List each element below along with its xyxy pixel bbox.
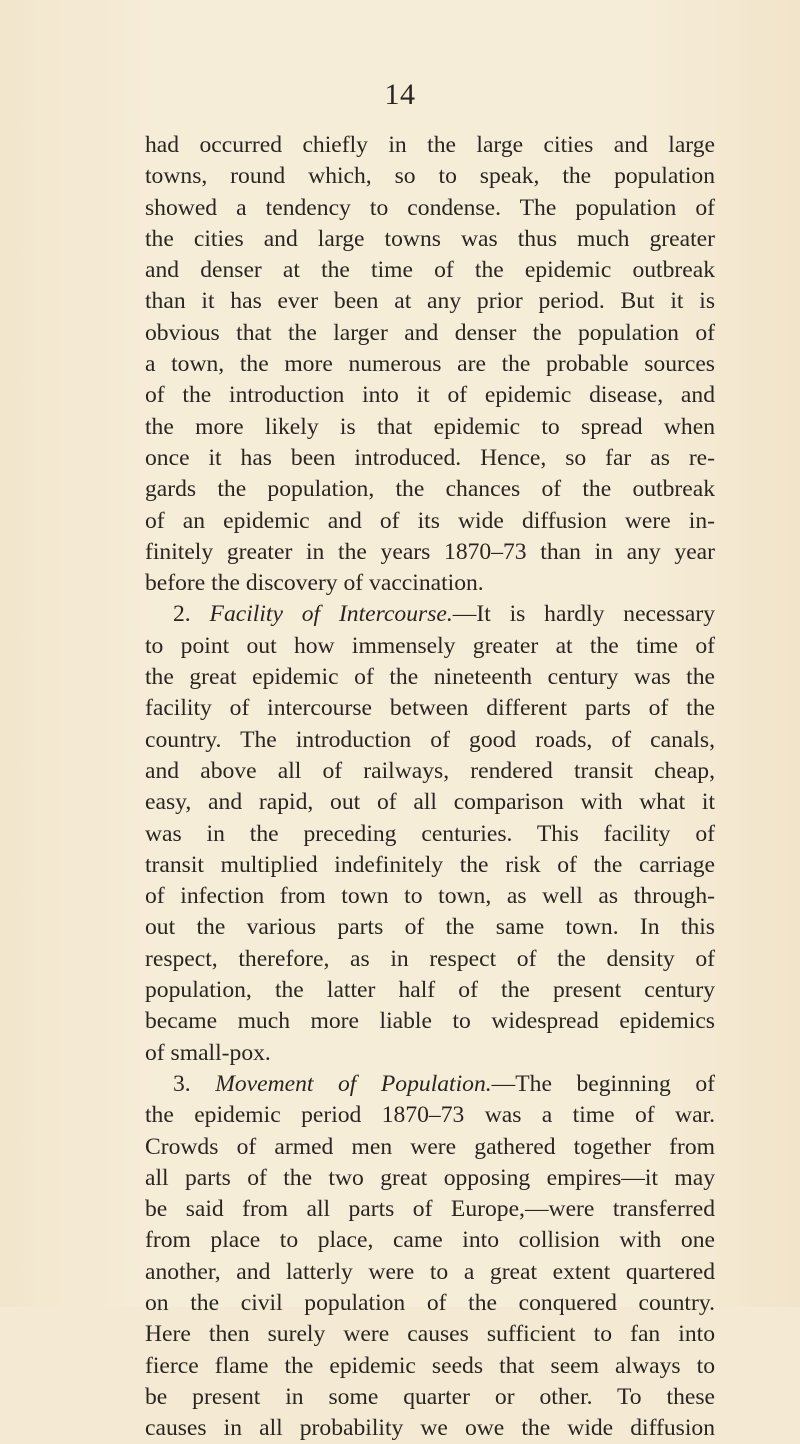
page-number: 14: [384, 78, 416, 111]
text-line: fierce flame the epidemic seeds that seem always to: [145, 1352, 715, 1379]
text-line: and above all of railways, rendered transit cheap,: [145, 757, 715, 784]
text-line: out the various parts of the same town. In this: [145, 914, 715, 941]
text-line: the great epidemic of the nineteenth century was the: [145, 664, 715, 691]
section-heading-rest: —The beginning of: [491, 1070, 715, 1097]
body-text: [145, 130, 715, 1444]
text-line: respect, therefore, as in respect of the density of: [145, 945, 715, 972]
text-line: easy, and rapid, out of all comparison with what it: [145, 789, 715, 816]
text-line: country. The introduction of good roads, of canals,: [145, 726, 715, 753]
text-line: Here then surely were causes sufficient to fan into: [145, 1321, 715, 1348]
text-line: the cities and large towns was thus much greater: [145, 225, 715, 252]
text-line: of infection from town to town, as well as through-: [145, 883, 715, 910]
section-heading: Facility of Intercourse.: [209, 601, 453, 628]
text-line: before the discovery of vaccination.: [145, 570, 484, 597]
section-heading: Movement of Population.: [215, 1070, 492, 1097]
section-heading-rest: —It is hardly necessary: [452, 601, 715, 628]
text-line: causes in all probability we owe the wide diffusion: [145, 1415, 715, 1442]
text-line: gards the population, the chances of the outbreak: [145, 476, 715, 503]
text-line: Crowds of armed men were gathered together from: [145, 1133, 715, 1160]
text-line: towns, round which, so to speak, the population: [145, 163, 715, 190]
text-line: population, the latter half of the present century: [145, 977, 715, 1004]
text-line: another, and latterly were to a great extent quartered: [145, 1258, 715, 1285]
text-line: finitely greater in the years 1870–73 than in any year: [145, 538, 715, 565]
text-line: all parts of the two great opposing empires—it may: [145, 1164, 715, 1191]
text-line: showed a tendency to condense. The population of: [145, 194, 715, 221]
text-line: the epidemic period 1870–73 was a time of war.: [145, 1102, 715, 1129]
text-line: from place to place, came into collision with one: [145, 1227, 715, 1254]
text-line: of small-pox.: [145, 1039, 271, 1066]
text-line: and denser at the time of the epidemic outbreak: [145, 257, 715, 284]
section-number: 2.: [173, 601, 191, 628]
text-line: facility of intercourse between different parts of the: [145, 695, 715, 722]
text-line: than it has ever been at any prior period. But it is: [145, 288, 715, 315]
text-line: transit multiplied indefinitely the risk of the carriage: [145, 851, 715, 878]
text-line: had occurred chiefly in the large cities and large: [145, 132, 715, 158]
text-line: on the civil population of the conquered country.: [145, 1289, 715, 1316]
text-line: a town, the more numerous are the probable sources: [145, 351, 715, 378]
text-line: once it has been introduced. Hence, so far as re-: [145, 444, 715, 471]
text-line: was in the preceding centuries. This facility of: [145, 820, 715, 847]
text-line: obvious that the larger and denser the population of: [145, 319, 715, 346]
section-3-heading-line: [145, 1069, 715, 1100]
text-line: the more likely is that epidemic to spread when: [145, 413, 715, 440]
text-line: became much more liable to widespread epidemics: [145, 1008, 715, 1035]
text-line: be said from all parts of Europe,—were transferred: [145, 1196, 715, 1223]
text-line: of an epidemic and of its wide diffusion were in-: [145, 507, 715, 534]
text-line: of the introduction into it of epidemic disease, and: [145, 382, 715, 409]
text-line: be present in some quarter or other. To these: [145, 1383, 715, 1410]
section-number: 3.: [173, 1070, 191, 1097]
text-line: to point out how immensely greater at the time of: [145, 632, 715, 659]
section-2-heading-line: [145, 599, 715, 630]
